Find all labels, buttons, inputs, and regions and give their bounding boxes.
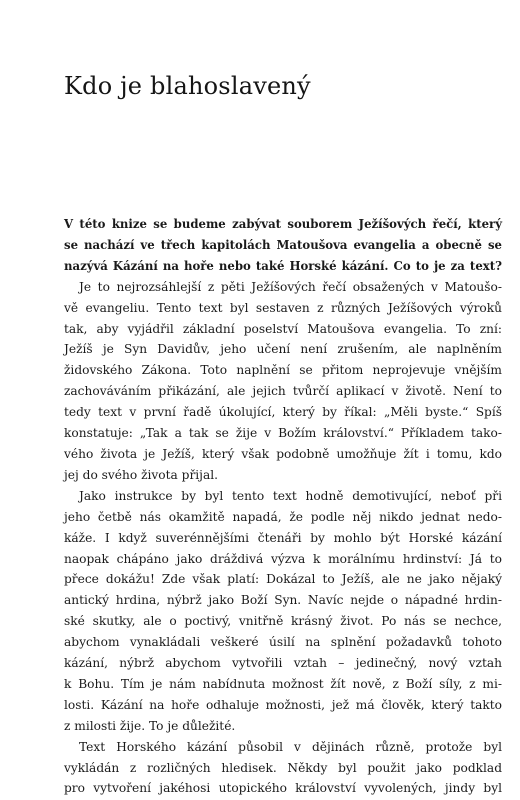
text-line: ské skutky, ale o poctivý, vnitřně krásný život. Po nás se nechce, [64,614,502,629]
text-line: abychom vynakládali veškeré úsilí na splnění požadavků tohoto [64,635,502,650]
text-line: pro vytvoření jakéhosi utopického království vyvolených, jindy byl [64,781,502,796]
text-line: Je to nejrozsáhlejší z pěti Ježíšových řečí obsažených v Matoušo- [79,279,502,294]
text-line: zachováváním přikázání, ale jejich tvůrčí aplikací v životě. Není to [64,384,502,399]
paragraph-3 [64,737,502,800]
text-line: vykládán z rozličných hledisek. Někdy byl použit jako podklad [64,760,502,775]
text-line: tedy text v první řadě úkolující, který by říkal: „Měli byste.“ Spíš [64,405,502,420]
text-line: tak, aby vyjádřil základní poselství Matoušova evangelia. To zní: [64,321,502,336]
text-line: losti. Kázání na hoře odhaluje možnosti, jež má člověk, který takto [64,697,502,712]
text-line: vě evangeliu. Tento text byl sestaven z různých Ježíšových výroků [64,300,502,315]
paragraph-2 [64,486,502,737]
chapter-title: Kdo je blahoslavený [64,72,311,100]
text-line: přece dokážu! Zde však platí: Dokázal to Ježíš, ale ne jako nějaký [64,572,502,587]
text-line: vého života je Ježíš, který však podobně umožňuje žít i tomu, kdo [64,446,502,461]
text-line: Jako instrukce by byl tento text hodně demotivující, neboť při [79,488,502,503]
paragraph-1 [64,277,502,486]
text-line: kázání, nýbrž abychom vytvořili vztah – jedinečný, nový vztah [64,656,502,671]
text-line: nazývá Kázání na hoře nebo také Horské kázání. Co to je za text? [64,258,502,273]
text-line: naopak chápáno jako dráždivá výzva k morálnímu hrdinství: Já to [64,551,502,566]
text-line: k Bohu. Tím je nám nabídnuta možnost žít nově, z Boží síly, z mi- [64,676,502,691]
text-line: židovského Zákona. Toto naplnění se přitom neprojevuje vnějším [64,363,502,378]
text-line: V této knize se budeme zabývat souborem Ježíšových řečí, který [64,217,502,231]
text-line: Ježíš je Syn Davidův, jeho učení není zrušením, ale naplněním [64,342,502,357]
text-line: konstatuje: „Tak a tak se žije v Božím království.“ Příkladem tako- [64,426,502,441]
text-line: antický hrdina, nýbrž jako Boží Syn. Navíc nejde o nápadné hrdin- [64,593,502,608]
text-line: se nachází ve třech kapitolách Matoušova evangelia a obecně se [64,237,502,252]
text-line: káže. I když suverénnějšími čtenáři by mohlo být Horské kázání [64,530,502,545]
text-line: Text Horského kázání působil v dějinách různě, protože byl [79,739,502,754]
text-line: z milosti žije. To je důležité. [64,718,236,733]
text-line: jeho četbě nás okamžitě napadá, že podle něj nikdo jednat nedo- [64,509,502,524]
lead-paragraph [64,214,502,277]
text-line: jej do svého života přijal. [64,467,218,482]
body-text [64,214,502,799]
